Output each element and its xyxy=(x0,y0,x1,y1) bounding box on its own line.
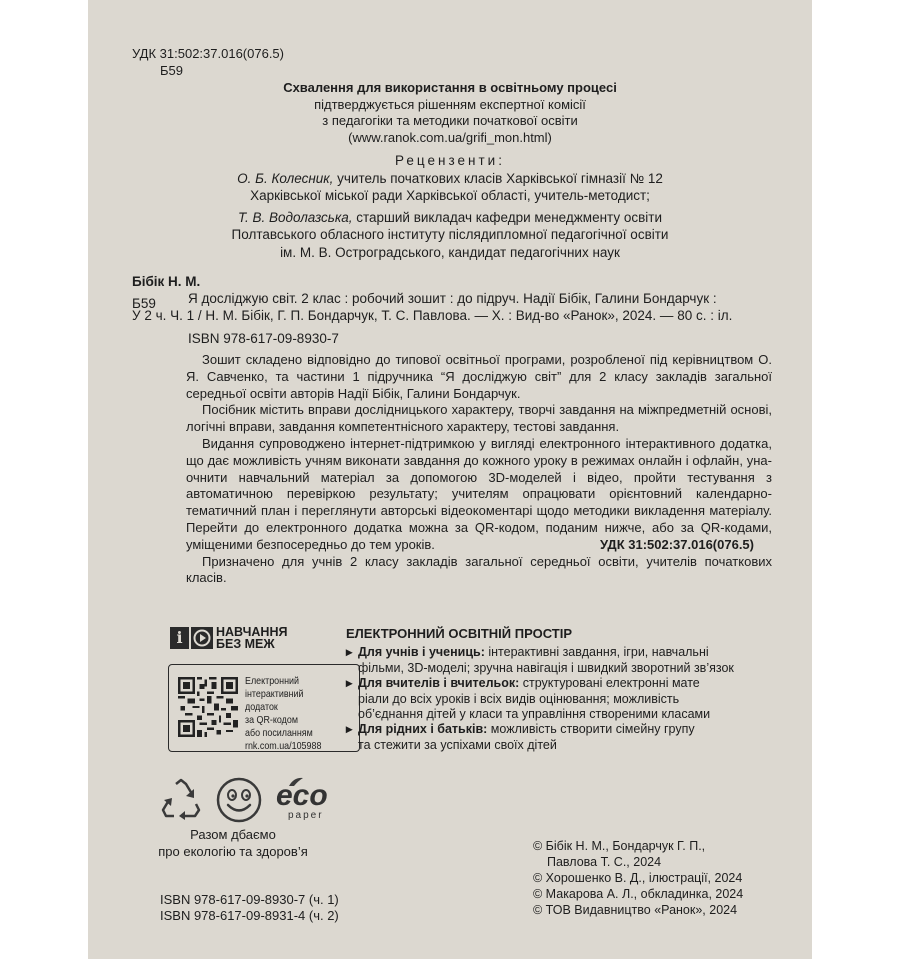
reviewer-info: учитель початкових класів Харківської гімназії № 12 xyxy=(333,170,663,186)
reviewer-info: Полтавського обласного інституту післядипломної педагогічної освіти xyxy=(231,227,669,242)
copyright-line: © Бібік Н. М., Бондарчук Г. П., xyxy=(533,839,706,853)
description-paragraph: Видання супроводжено інтернет-підтримкою у вигляді електронного інтерактивного додатка, що дає можливість учням виконати завдання до кожного уроку в режимах онлайн і офлайн, унаочнити навчальний матеріал за допомогою 3D-моделей і відео, пройти тестування з автоматичною перевіркою результату; учителям опрацювати орієнтовний календарно-тематичний план і переглянути авторські відеокоментарі щодо методики викладення матеріалу. Перейти до електронного додатка можна за QR-кодом, поданим нижче, або за QR-кодами, уміщеними безпосередньо до тем уроків. xyxy=(186,435,772,552)
description-paragraph: Посібник містить вправи дослідницького характеру, творчі завдання на міжпредметній основі, логічні вправи, завдання компетентнісного характеру, тестові завдання. xyxy=(186,402,772,435)
qr-text-line: додаток xyxy=(245,701,278,713)
play-icon xyxy=(191,627,213,649)
description-paragraph: Зошит складено відповідно до типової освітньої програми, розробленої під керівництвом О. Я. Савченко, та частини 1 підручника “Я досліджую світ” для 2 класу закладів загальної середньої освіти авторів Надії Бібік, Галини Бондарчук. xyxy=(186,352,772,401)
copyright-line: Павлова Т. С., 2024 xyxy=(547,855,662,869)
eo-label: Для вчителів і вчительок: xyxy=(358,676,520,690)
reviewer-info: Харківської міської ради Харківської області, учитель-методист; xyxy=(250,188,650,203)
approval-line: з педагогіки та методики початкової освіти xyxy=(322,113,578,128)
eo-students: ▸ Для учнів і учениць: інтерактивні завдання, ігри, навчальні фільми, 3D-моделі; зручна навігація і швидкий зворотний зв’язок xyxy=(346,645,734,675)
approval-block xyxy=(88,80,812,146)
bib-code: Б59 xyxy=(132,296,156,311)
udk-bottom: УДК 31:502:37.016(076.5) xyxy=(600,537,754,552)
eo-parents: ▸ Для рідних і батьків: можливість створити сімейну групу та стежити за успіхами своїх дітей xyxy=(346,722,695,752)
qr-text-line: Електронний xyxy=(245,675,299,687)
copyright-line: © Хорошенко В. Д., ілюстрації, 2024 xyxy=(533,871,743,885)
bib-line: Я досліджую світ. 2 клас : робочий зошит : до підруч. Надії Бібік, Галини Бондарчук : xyxy=(188,291,717,306)
eco-paper-icon xyxy=(274,777,338,823)
isbn-block xyxy=(160,892,339,924)
qr-link[interactable]: rnk.com.ua/105988 xyxy=(245,740,322,752)
udk-top: УДК 31:502:37.016(076.5) xyxy=(132,46,284,61)
book-imprint-page xyxy=(88,0,812,959)
qr-text-line: за QR-кодом xyxy=(245,714,298,726)
isbn-line: ISBN 978-617-09-8931-4 (ч. 2) xyxy=(160,908,339,923)
reviewer-info: ім. М. В. Остроградського, кандидат педагогічних наук xyxy=(280,244,620,260)
reviewers-block xyxy=(88,152,812,261)
eo-title: ЕЛЕКТРОННИЙ ОСВІТНІЙ ПРОСТІР xyxy=(346,626,572,641)
bib-author: Бібік Н. М. xyxy=(132,274,201,289)
smiley-icon xyxy=(215,776,263,824)
bib-isbn: ISBN 978-617-09-8930-7 xyxy=(188,331,339,346)
qr-code-icon xyxy=(178,677,238,737)
recycle-icon xyxy=(158,778,204,820)
description-paragraph: Призначено для учнів 2 класу закладів загальної середньої освіти, учителів початкових класів. xyxy=(186,553,772,586)
eco-word: eco xyxy=(276,779,328,812)
qr-text-line: інтерактивний xyxy=(245,688,304,700)
book-code: Б59 xyxy=(160,63,183,78)
arrow-icon: ▸ xyxy=(346,645,353,659)
reviewer-name: О. Б. Колесник, xyxy=(237,170,334,186)
paper-word: paper xyxy=(288,810,324,821)
logo-line: БЕЗ МЕЖ xyxy=(216,637,275,651)
info-icon: i xyxy=(170,627,189,649)
eo-teachers: ▸ Для вчителів і вчительок: структуровані електронні мате ріали до всіх уроків і всіх видів оцінювання; можливість об’єднання дітей у класи та управління створеними класами xyxy=(346,676,711,721)
copyright-line: © Макарова А. Л., обкладинка, 2024 xyxy=(533,887,744,901)
qr-text-line: або посиланням xyxy=(245,727,313,739)
copyright-line: © ТОВ Видавництво «Ранок», 2024 xyxy=(533,903,738,917)
eco-caption: Разом дбаємо про екологію та здоров’я xyxy=(158,827,308,859)
reviewers-heading: Рецензенти: xyxy=(395,153,505,168)
approval-title: Схвалення для використання в освітньому процесі xyxy=(283,80,617,95)
qr-block xyxy=(168,664,360,752)
approval-line: підтверджується рішенням експертної комісії xyxy=(314,96,586,112)
isbn-line: ISBN 978-617-09-8930-7 (ч. 1) xyxy=(160,892,339,907)
reviewer-name: Т. В. Водолазська, xyxy=(237,209,353,225)
learning-logo xyxy=(170,627,322,653)
eo-label: Для учнів і учениць: xyxy=(358,645,485,659)
copyright-block xyxy=(533,838,743,918)
logo-line: НАВЧАННЯ xyxy=(216,625,288,639)
arrow-icon: ▸ xyxy=(346,722,353,736)
reviewer-info: старший викладач кафедри менеджменту освіти xyxy=(352,209,663,225)
eo-label: Для рідних і батьків: xyxy=(358,722,488,736)
bib-line: У 2 ч. Ч. 1 / Н. М. Бібік, Г. П. Бондарчук, Т. С. Павлова. — Х. : Вид-во «Ранок», 2024. — 80 с. : іл. xyxy=(132,308,733,323)
approval-link: (www.ranok.com.ua/grifi_mon.html) xyxy=(348,129,552,145)
arrow-icon: ▸ xyxy=(346,676,353,690)
